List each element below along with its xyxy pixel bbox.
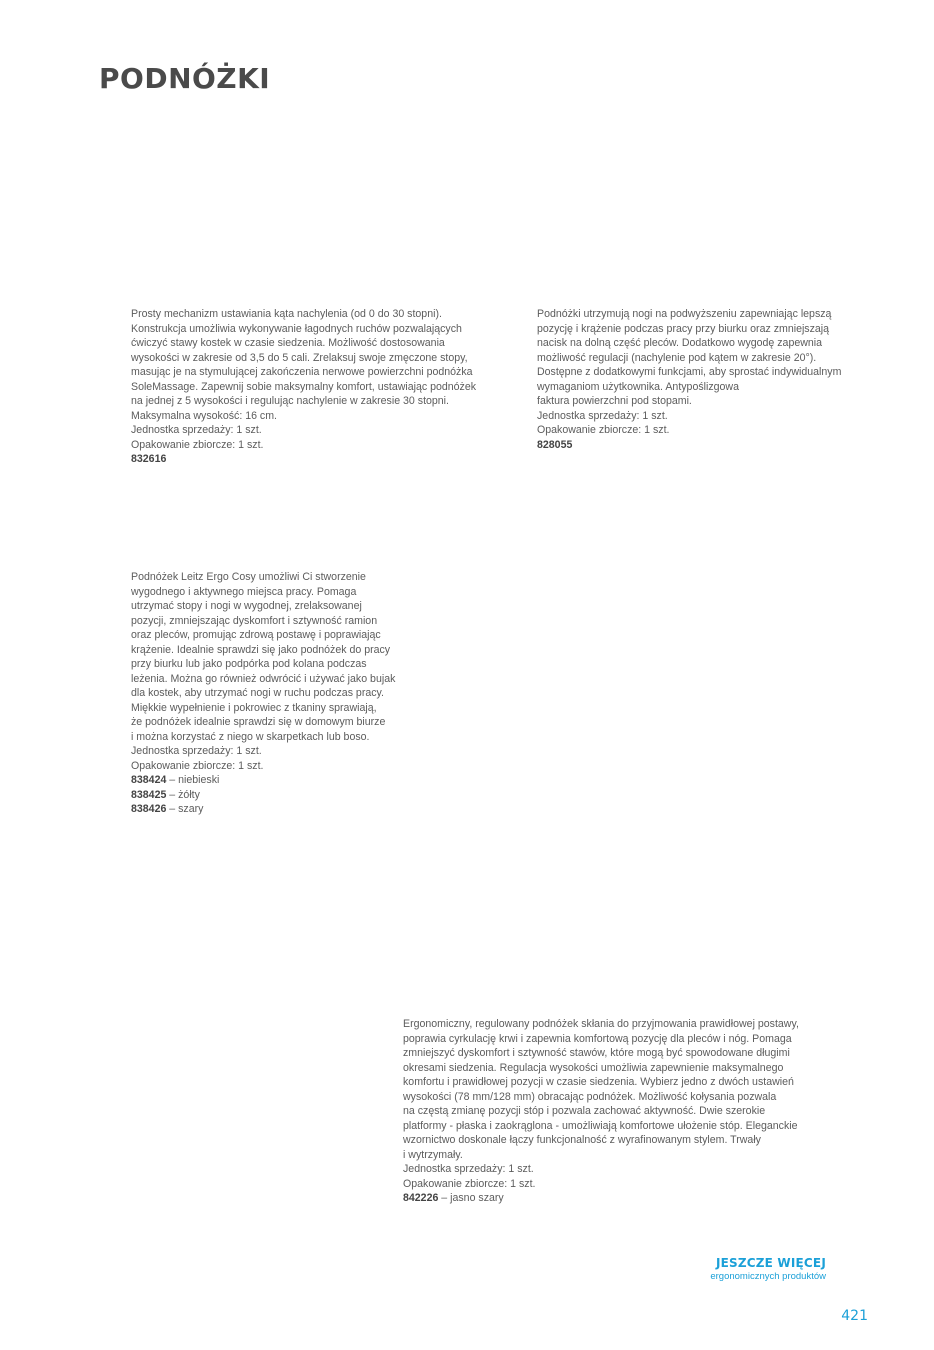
product-code: 838426	[131, 803, 167, 815]
bulk-package: Opakowanie zbiorcze: 1 szt.	[537, 424, 670, 436]
product-code: 838425	[131, 788, 167, 801]
bulk-package: Opakowanie zbiorcze: 1 szt.	[131, 438, 264, 451]
product-code-line	[131, 788, 431, 803]
product-code: 832616	[131, 453, 167, 465]
bulk-package: Opakowanie zbiorcze: 1 szt.	[131, 759, 264, 772]
sales-unit: Jednostka sprzedaży: 1 szt.	[403, 1163, 534, 1175]
product-variant: – niebieski	[166, 774, 220, 786]
sales-unit: Jednostka sprzedaży: 1 szt.	[131, 745, 262, 757]
more-title: JESZCZE WIĘCEJ	[715, 1256, 826, 1270]
product-code: 842226	[403, 1192, 439, 1204]
bulk-package: Opakowanie zbiorcze: 1 szt.	[403, 1177, 536, 1190]
product-description: Ergonomiczny, regulowany podnóżek skłania do przyjmowania prawidłowej postawy, poprawia cyrkulację krwi i zapewnia komfortową pozycję dla pleców i nóg. Pomaga zmniejszyć dyskomfort i sztywność stawów, które mogą być spowodowane długimi okresami siedzenia. Regulacja wysokości umożliwia zapewnienie maksymalnego komfortu i prawidłowej pozycji w czasie siedzenia. Wybierz jedno z dwóch ustawień wysokości (78 mm/128 mm) obracając podnóżek. Możliwość kołysania pozwala na częstą zmianę pozycji stóp i pozwala zachować aktywność. Dwie szerokie platformy - płaska i zaokrąglona - umożliwiają komfortowe ułożenie stóp. Eleganckie wzornictwo doskonale łączy funkcjonalność z wyrafinowanym stylem. Trwały i wytrzymały.	[403, 1018, 799, 1161]
product-code-line	[403, 1191, 843, 1206]
more-products-link[interactable]	[710, 1256, 826, 1282]
product-description: Podnóżki utrzymują nogi na podwyższeniu zapewniając lepszą pozycję i krążenie podczas pracy przy biurku oraz zmniejszają nacisk na dolną część pleców. Dodatkowo wygodę zapewnia możliwość regulacji (nachylenie pod kątem w zakresie 20°). Dostępne z dodatkowymi funkcjami, aby sprostać indywidualnym wymaganiom użytkownika. Antypoślizgowa faktura powierzchni pod stopami.	[537, 308, 842, 407]
product-variant: – szary	[166, 803, 204, 815]
product-block-3	[131, 570, 431, 817]
sales-unit: Jednostka sprzedaży: 1 szt.	[537, 409, 668, 422]
product-variant: – żółty	[166, 788, 200, 801]
product-code: 828055	[537, 438, 573, 451]
product-variant: – jasno szary	[438, 1192, 504, 1204]
product-code-line	[131, 802, 431, 817]
page-title: PODNÓŻKI	[99, 62, 271, 95]
product-code-line	[537, 438, 882, 453]
product-block-1	[131, 307, 511, 467]
product-description: Podnóżek Leitz Ergo Cosy umożliwi Ci stworzenie wygodnego i aktywnego miejsca pracy. Pomaga utrzymać stopy i nogi w wygodnej, zrelaksowanej pozycji, zmniejszając dyskomfort i sztywność ramion oraz pleców, promując zdrową postawę i poprawiając krążenie. Idealnie sprawdzi się jako podnóżek do pracy przy biurku lub jako podpórka pod kolana podczas leżenia. Można go również odwrócić i używać jako bujak dla kostek, aby utrzymać nogi w ruchu podczas pracy. Miękkie wypełnienie i pokrowiec z tkaniny sprawiają, że podnóżek idealnie sprawdzi się w domowym biurze i można korzystać z niego w skarpetkach lub boso.	[131, 571, 396, 743]
product-description: Prosty mechanizm ustawiania kąta nachylenia (od 0 do 30 stopni). Konstrukcja umożliwia wykonywanie łagodnych ruchów pozwalających ćwiczyć stawy kostek w czasie siedzenia. Możliwość dostosowania wysokości w zakresie od 3,5 do 5 cali. Zrelaksuj swoje zmęczone stopy, masując je na stymulującej zakończenia nerwowe powierzchni podnóżka SoleMassage. Zapewnij sobie maksymalny komfort, ustawiając podnóżek na jednej z 5 wysokości i regulując nachylenie w zakresie 30 stopni. Maksymalna wysokość: 16 cm.	[131, 308, 477, 422]
more-subtitle: ergonomicznych produktów	[710, 1271, 826, 1282]
product-code: 838424	[131, 774, 167, 786]
page-number: 421	[841, 1308, 868, 1324]
product-block-2	[537, 307, 882, 452]
product-code-line	[131, 452, 511, 467]
sales-unit: Jednostka sprzedaży: 1 szt.	[131, 424, 262, 436]
product-block-4	[403, 1017, 843, 1206]
product-code-line	[131, 773, 431, 788]
